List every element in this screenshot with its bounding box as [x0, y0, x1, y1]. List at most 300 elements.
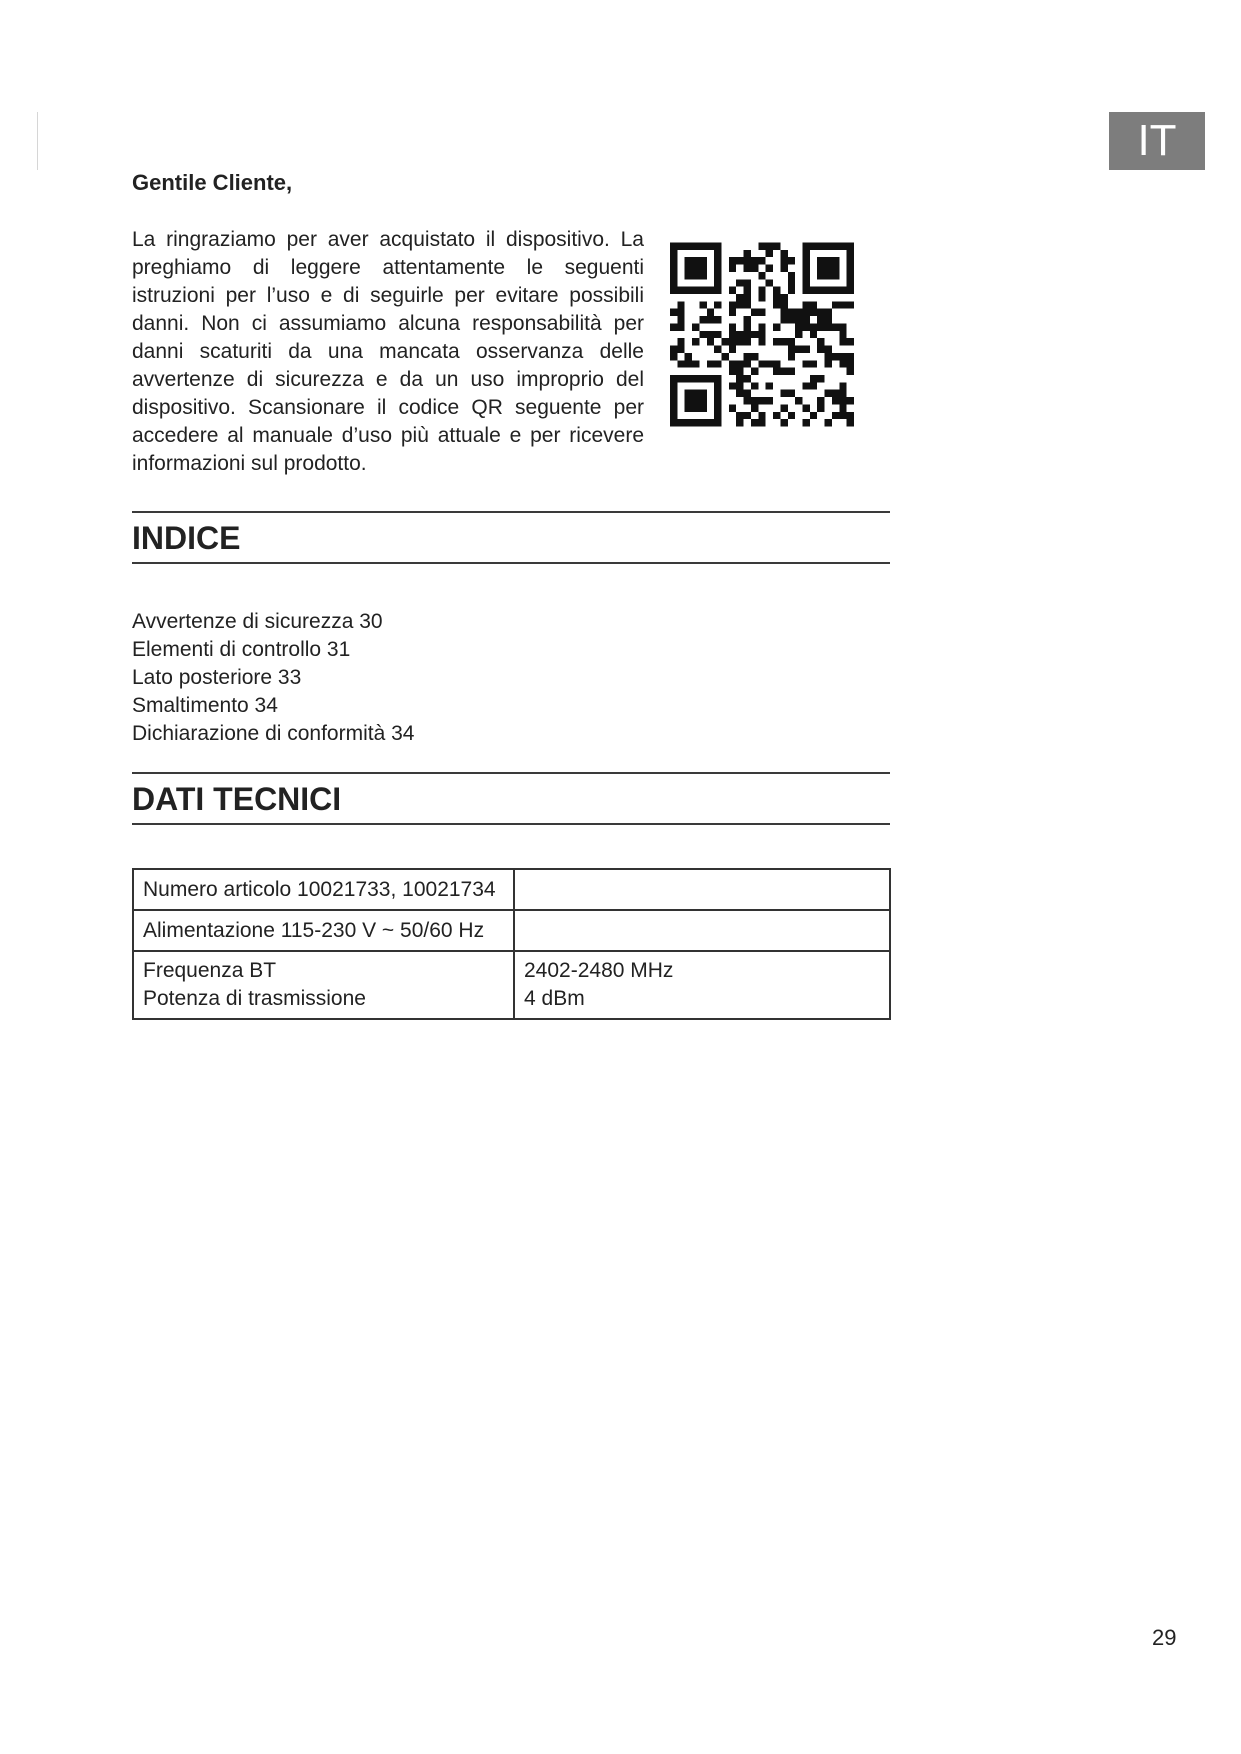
- qr-module: [736, 382, 743, 389]
- qr-module: [847, 412, 854, 419]
- spec-label-cell: [133, 951, 514, 1019]
- qr-module: [817, 316, 824, 323]
- qr-module: [802, 301, 809, 308]
- qr-module: [817, 397, 824, 404]
- qr-module: [751, 265, 758, 272]
- qr-module: [685, 287, 692, 294]
- specs-rule-bottom: [132, 823, 890, 825]
- qr-module: [692, 390, 699, 397]
- qr-module: [707, 360, 714, 367]
- qr-module: [714, 412, 721, 419]
- qr-module: [707, 331, 714, 338]
- qr-module: [692, 397, 699, 404]
- spec-label: Numero articolo 10021733, 10021734: [133, 869, 514, 910]
- qr-module: [699, 390, 706, 397]
- qr-module: [677, 309, 684, 316]
- qr-module: [685, 375, 692, 382]
- qr-module: [802, 316, 809, 323]
- qr-module: [670, 250, 677, 257]
- qr-module: [788, 287, 795, 294]
- toc-item[interactable]: Lato posteriore 33: [132, 666, 302, 689]
- qr-module: [832, 390, 839, 397]
- qr-module: [758, 419, 765, 426]
- qr-module: [802, 250, 809, 257]
- qr-module: [780, 338, 787, 345]
- qr-module: [744, 375, 751, 382]
- qr-module: [751, 419, 758, 426]
- qr-module: [736, 390, 743, 397]
- qr-module: [810, 382, 817, 389]
- qr-module: [736, 412, 743, 419]
- qr-module: [817, 404, 824, 411]
- qr-module: [802, 257, 809, 264]
- qr-module: [744, 294, 751, 301]
- qr-module: [832, 397, 839, 404]
- qr-module: [744, 360, 751, 367]
- qr-module: [677, 346, 684, 353]
- qr-module: [692, 243, 699, 250]
- toc-item[interactable]: Avvertenze di sicurezza 30: [132, 610, 383, 633]
- qr-module: [685, 353, 692, 360]
- qr-module: [707, 375, 714, 382]
- qr-module: [839, 323, 846, 330]
- qr-module: [788, 390, 795, 397]
- qr-module: [810, 412, 817, 419]
- qr-module: [847, 368, 854, 375]
- index-title: INDICE: [132, 520, 241, 556]
- qr-module: [736, 301, 743, 308]
- qr-module: [729, 309, 736, 316]
- qr-module: [825, 353, 832, 360]
- qr-module: [817, 323, 824, 330]
- qr-module: [788, 412, 795, 419]
- qr-module: [795, 323, 802, 330]
- toc-item[interactable]: Elementi di controllo 31: [132, 638, 351, 661]
- qr-module: [744, 323, 751, 330]
- qr-module: [729, 257, 736, 264]
- qr-module: [766, 265, 773, 272]
- table-row: [133, 869, 890, 910]
- qr-module: [825, 309, 832, 316]
- qr-module: [744, 397, 751, 404]
- spec-label: Potenza di trasmissione: [143, 987, 366, 1010]
- qr-module: [699, 272, 706, 279]
- specs-table: [132, 868, 891, 1020]
- qr-module: [795, 331, 802, 338]
- qr-module: [825, 287, 832, 294]
- qr-module: [692, 287, 699, 294]
- qr-module: [825, 419, 832, 426]
- qr-module: [788, 309, 795, 316]
- qr-module: [802, 382, 809, 389]
- qr-module: [847, 397, 854, 404]
- qr-module: [839, 331, 846, 338]
- qr-module: [758, 412, 765, 419]
- qr-module: [788, 279, 795, 286]
- qr-module: [780, 257, 787, 264]
- qr-module: [847, 301, 854, 308]
- qr-module: [780, 309, 787, 316]
- qr-module: [773, 368, 780, 375]
- qr-module: [729, 346, 736, 353]
- specs-rule-top: [132, 772, 890, 774]
- qr-module: [714, 382, 721, 389]
- qr-module: [714, 257, 721, 264]
- qr-module: [847, 265, 854, 272]
- spec-label: Alimentazione 115-230 V ~ 50/60 Hz: [133, 910, 514, 951]
- qr-module: [766, 250, 773, 257]
- qr-module: [744, 250, 751, 257]
- qr-module: [670, 397, 677, 404]
- qr-module: [744, 412, 751, 419]
- qr-module: [714, 265, 721, 272]
- qr-module: [714, 279, 721, 286]
- qr-module: [795, 346, 802, 353]
- spec-value-cell: [514, 951, 890, 1019]
- qr-module: [677, 338, 684, 345]
- qr-module: [773, 338, 780, 345]
- qr-module: [670, 309, 677, 316]
- qr-module: [788, 272, 795, 279]
- qr-module: [810, 331, 817, 338]
- qr-module: [825, 323, 832, 330]
- qr-module: [714, 360, 721, 367]
- qr-module: [736, 294, 743, 301]
- qr-module: [802, 404, 809, 411]
- qr-module: [729, 323, 736, 330]
- qr-module: [736, 419, 743, 426]
- qr-module: [758, 243, 765, 250]
- toc-item[interactable]: Smaltimento 34: [132, 694, 278, 717]
- qr-module: [714, 390, 721, 397]
- qr-module: [780, 250, 787, 257]
- qr-module: [744, 265, 751, 272]
- qr-module: [817, 257, 824, 264]
- qr-module: [670, 390, 677, 397]
- qr-module: [758, 287, 765, 294]
- qr-module: [847, 257, 854, 264]
- qr-module: [722, 338, 729, 345]
- qr-module: [758, 294, 765, 301]
- qr-module: [677, 375, 684, 382]
- qr-module: [699, 419, 706, 426]
- qr-module: [817, 375, 824, 382]
- qr-module: [670, 323, 677, 330]
- qr-module: [847, 250, 854, 257]
- qr-module: [817, 346, 824, 353]
- qr-module: [692, 419, 699, 426]
- qr-module: [707, 419, 714, 426]
- spec-label: Frequenza BT: [143, 959, 277, 982]
- qr-module: [729, 338, 736, 345]
- qr-module: [699, 375, 706, 382]
- qr-module: [736, 368, 743, 375]
- qr-module: [692, 360, 699, 367]
- qr-module: [847, 279, 854, 286]
- qr-module: [744, 301, 751, 308]
- spec-value: 4 dBm: [524, 987, 585, 1010]
- qr-module: [729, 382, 736, 389]
- index-rule-bottom: [132, 562, 890, 564]
- qr-module: [722, 353, 729, 360]
- qr-module: [802, 272, 809, 279]
- qr-module: [810, 323, 817, 330]
- qr-module: [795, 316, 802, 323]
- qr-module: [729, 287, 736, 294]
- qr-module: [744, 353, 751, 360]
- qr-module: [692, 257, 699, 264]
- qr-module: [729, 301, 736, 308]
- qr-module: [670, 419, 677, 426]
- margin-line: [37, 112, 38, 170]
- spec-value: [514, 869, 890, 910]
- qr-module: [817, 287, 824, 294]
- qr-module: [825, 346, 832, 353]
- qr-module: [670, 375, 677, 382]
- intro-paragraph: La ringraziamo per aver acquistato il dispositivo. La preghiamo di leggere attentamente le seguenti istruzioni per l’uso e di seguirle per evitare possibili danni. Non ci assumiamo alcuna responsabilità per danni scaturiti da una mancata osservanza delle avvertenze di sicurezza e da un uso improprio del dispositivo. Scansionare il codice QR seguente per accedere al manuale d’uso più attuale e per ricevere informazioni sul prodotto.: [132, 228, 644, 475]
- qr-module: [825, 243, 832, 250]
- qr-module: [670, 265, 677, 272]
- qr-module: [847, 419, 854, 426]
- qr-module: [736, 360, 743, 367]
- qr-module: [751, 309, 758, 316]
- qr-module: [670, 257, 677, 264]
- qr-module: [832, 265, 839, 272]
- qr-module: [788, 346, 795, 353]
- qr-module: [847, 338, 854, 345]
- qr-module: [817, 309, 824, 316]
- qr-module: [685, 360, 692, 367]
- qr-module: [832, 353, 839, 360]
- qr-module: [766, 397, 773, 404]
- qr-module: [847, 287, 854, 294]
- qr-module: [714, 404, 721, 411]
- qr-module: [685, 272, 692, 279]
- qr-module: [810, 243, 817, 250]
- qr-module: [685, 404, 692, 411]
- qr-module: [736, 375, 743, 382]
- qr-module: [751, 397, 758, 404]
- qr-module: [677, 316, 684, 323]
- qr-module: [714, 346, 721, 353]
- qr-module: [758, 338, 765, 345]
- qr-module: [744, 338, 751, 345]
- qr-module: [839, 301, 846, 308]
- greeting: Gentile Cliente,: [132, 170, 293, 195]
- qr-module: [839, 397, 846, 404]
- qr-module: [817, 272, 824, 279]
- qr-module: [699, 404, 706, 411]
- qr-module: [810, 309, 817, 316]
- qr-module: [729, 360, 736, 367]
- qr-module: [751, 404, 758, 411]
- qr-module: [744, 257, 751, 264]
- qr-module: [832, 323, 839, 330]
- qr-module: [839, 412, 846, 419]
- qr-module: [758, 331, 765, 338]
- qr-module: [707, 338, 714, 345]
- qr-module: [677, 301, 684, 308]
- qr-module: [707, 287, 714, 294]
- qr-module: [677, 323, 684, 330]
- qr-module: [810, 287, 817, 294]
- qr-module: [714, 419, 721, 426]
- qr-module: [766, 382, 773, 389]
- qr-module: [839, 353, 846, 360]
- qr-module: [773, 412, 780, 419]
- qr-module: [729, 331, 736, 338]
- qr-module: [847, 353, 854, 360]
- qr-module: [677, 243, 684, 250]
- qr-module: [699, 265, 706, 272]
- qr-module: [810, 360, 817, 367]
- qr-module: [751, 331, 758, 338]
- qr-module: [670, 243, 677, 250]
- toc-item[interactable]: Dichiarazione di conformità 34: [132, 722, 415, 745]
- qr-module: [670, 412, 677, 419]
- qr-module: [817, 338, 824, 345]
- qr-module: [714, 287, 721, 294]
- qr-module: [714, 250, 721, 257]
- qr-module: [670, 346, 677, 353]
- qr-module: [847, 272, 854, 279]
- spec-value: 2402-2480 MHz: [524, 959, 674, 982]
- qr-module: [832, 301, 839, 308]
- qr-module: [780, 265, 787, 272]
- qr-module: [795, 309, 802, 316]
- qr-module: [758, 309, 765, 316]
- qr-module: [832, 272, 839, 279]
- qr-module: [692, 338, 699, 345]
- qr-module: [714, 331, 721, 338]
- qr-module: [773, 301, 780, 308]
- language-tab: IT: [1109, 112, 1205, 170]
- qr-module: [780, 390, 787, 397]
- qr-module: [670, 279, 677, 286]
- qr-module: [692, 272, 699, 279]
- qr-module: [744, 279, 751, 286]
- qr-module: [839, 404, 846, 411]
- table-row: [133, 910, 890, 951]
- qr-module: [699, 316, 706, 323]
- qr-module: [714, 397, 721, 404]
- qr-module: [839, 243, 846, 250]
- qr-module: [714, 316, 721, 323]
- qr-module: [802, 265, 809, 272]
- qr-module: [714, 301, 721, 308]
- qr-module: [832, 257, 839, 264]
- qr-module: [802, 309, 809, 316]
- table-of-contents: [132, 608, 414, 748]
- qr-module: [825, 257, 832, 264]
- qr-module: [758, 323, 765, 330]
- table-row: [133, 951, 890, 1019]
- qr-module: [729, 404, 736, 411]
- qr-module: [670, 287, 677, 294]
- qr-module: [847, 360, 854, 367]
- qr-module: [825, 265, 832, 272]
- qr-module: [802, 419, 809, 426]
- qr-module: [780, 316, 787, 323]
- qr-module: [773, 360, 780, 367]
- qr-module: [773, 294, 780, 301]
- qr-module: [744, 316, 751, 323]
- page-number: 29: [1152, 1625, 1177, 1650]
- qr-module: [802, 243, 809, 250]
- qr-module: [692, 404, 699, 411]
- qr-module: [780, 404, 787, 411]
- qr-module: [825, 316, 832, 323]
- qr-module: [670, 404, 677, 411]
- qr-module: [802, 287, 809, 294]
- qr-module: [699, 243, 706, 250]
- qr-module: [825, 390, 832, 397]
- qr-module: [736, 279, 743, 286]
- qr-module: [685, 257, 692, 264]
- qr-module: [714, 375, 721, 382]
- qr-module: [802, 360, 809, 367]
- qr-module: [670, 353, 677, 360]
- qr-module: [699, 257, 706, 264]
- qr-module: [839, 360, 846, 367]
- index-rule-top: [132, 511, 890, 513]
- specs-title: DATI TECNICI: [132, 781, 342, 817]
- qr-module: [817, 243, 824, 250]
- qr-module: [810, 301, 817, 308]
- qr-module: [839, 382, 846, 389]
- qr-module: [692, 323, 699, 330]
- qr-module: [758, 257, 765, 264]
- qr-module: [788, 353, 795, 360]
- qr-module: [788, 338, 795, 345]
- qr-module: [670, 382, 677, 389]
- qr-module: [729, 265, 736, 272]
- qr-module: [825, 272, 832, 279]
- qr-module: [699, 287, 706, 294]
- qr-module: [670, 272, 677, 279]
- qr-code[interactable]: [670, 240, 854, 429]
- qr-module: [832, 243, 839, 250]
- qr-module: [736, 257, 743, 264]
- qr-module: [766, 360, 773, 367]
- qr-module: [832, 412, 839, 419]
- qr-module: [677, 360, 684, 367]
- qr-module: [685, 390, 692, 397]
- qr-module: [810, 375, 817, 382]
- qr-module: [685, 265, 692, 272]
- qr-module: [744, 390, 751, 397]
- spec-value: [514, 910, 890, 951]
- qr-module: [744, 331, 751, 338]
- qr-module: [758, 272, 765, 279]
- qr-module: [751, 382, 758, 389]
- qr-module: [692, 375, 699, 382]
- qr-module: [729, 368, 736, 375]
- qr-module: [802, 346, 809, 353]
- qr-module: [780, 419, 787, 426]
- qr-module: [714, 272, 721, 279]
- qr-module: [736, 338, 743, 345]
- qr-module: [751, 353, 758, 360]
- qr-module: [847, 243, 854, 250]
- qr-module: [766, 243, 773, 250]
- qr-module: [766, 279, 773, 286]
- qr-module: [751, 257, 758, 264]
- qr-module: [692, 265, 699, 272]
- qr-module: [744, 287, 751, 294]
- qr-module: [788, 257, 795, 264]
- qr-module: [773, 323, 780, 330]
